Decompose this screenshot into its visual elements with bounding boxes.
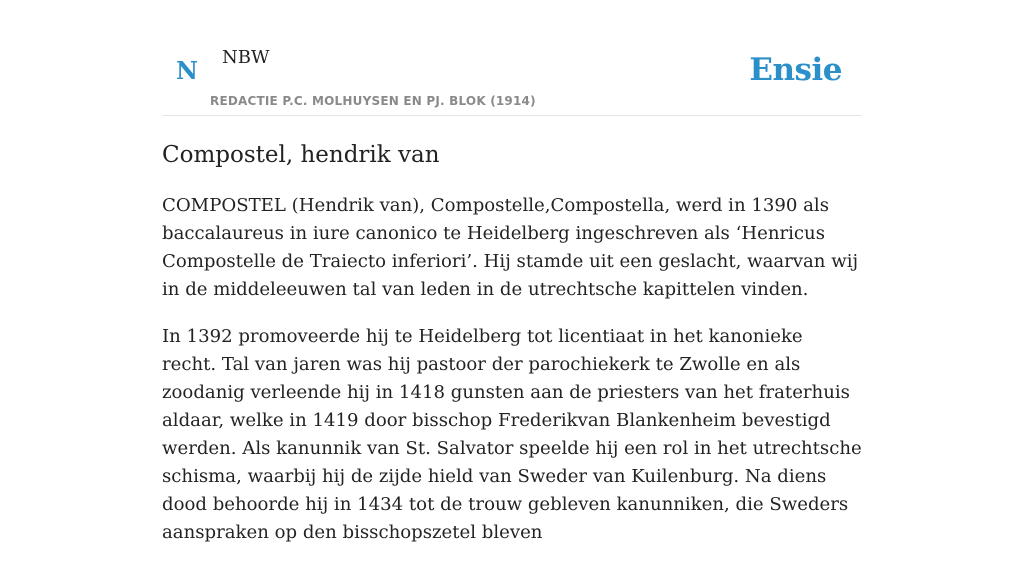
source-subtitle: REDACTIE P.C. MOLHUYSEN EN PJ. BLOK (1914) <box>210 94 536 108</box>
article-title: Compostel, hendrik van <box>162 142 440 168</box>
page <box>162 0 862 543</box>
article-paragraph: COMPOSTEL (Hendrik van), Compostelle,Compostella, werd in 1390 als baccalaureus in iure canonico te Heidelberg ingeschreven als ‘Henricus Compostelle de Traiecto inferiori’. Hij stamde uit een geslacht, waarvan wij in de middeleeuwen tal van leden in de utrechtsche kapittelen vinden. <box>162 195 859 300</box>
article-body <box>162 192 862 566</box>
source-logo-icon[interactable]: N <box>176 56 198 85</box>
source-name[interactable]: NBW <box>222 47 270 68</box>
header <box>162 0 862 116</box>
brand-logo[interactable]: Ensie <box>749 52 842 88</box>
article-paragraph: In 1392 promoveerde hij te Heidelberg tot licentiaat in het kanonieke recht. Tal van jaren was hij pastoor der parochiekerk te Zwolle en als zoodanig verleende hij in 1418 gunsten aan de priesters van het fraterhuis aldaar, welke in 1419 door bisschop Frederikvan Blankenheim bevestigd werden. Als kanunnik van St. Salvator speelde hij een rol in het utrechtsche schisma, waarbij hij de zijde hield van Sweder van Kuilenburg. Na diens dood behoorde hij in 1434 tot de trouw gebleven kanunniken, die Sweders aanspraken op den bisschopszetel bleven <box>162 326 862 543</box>
